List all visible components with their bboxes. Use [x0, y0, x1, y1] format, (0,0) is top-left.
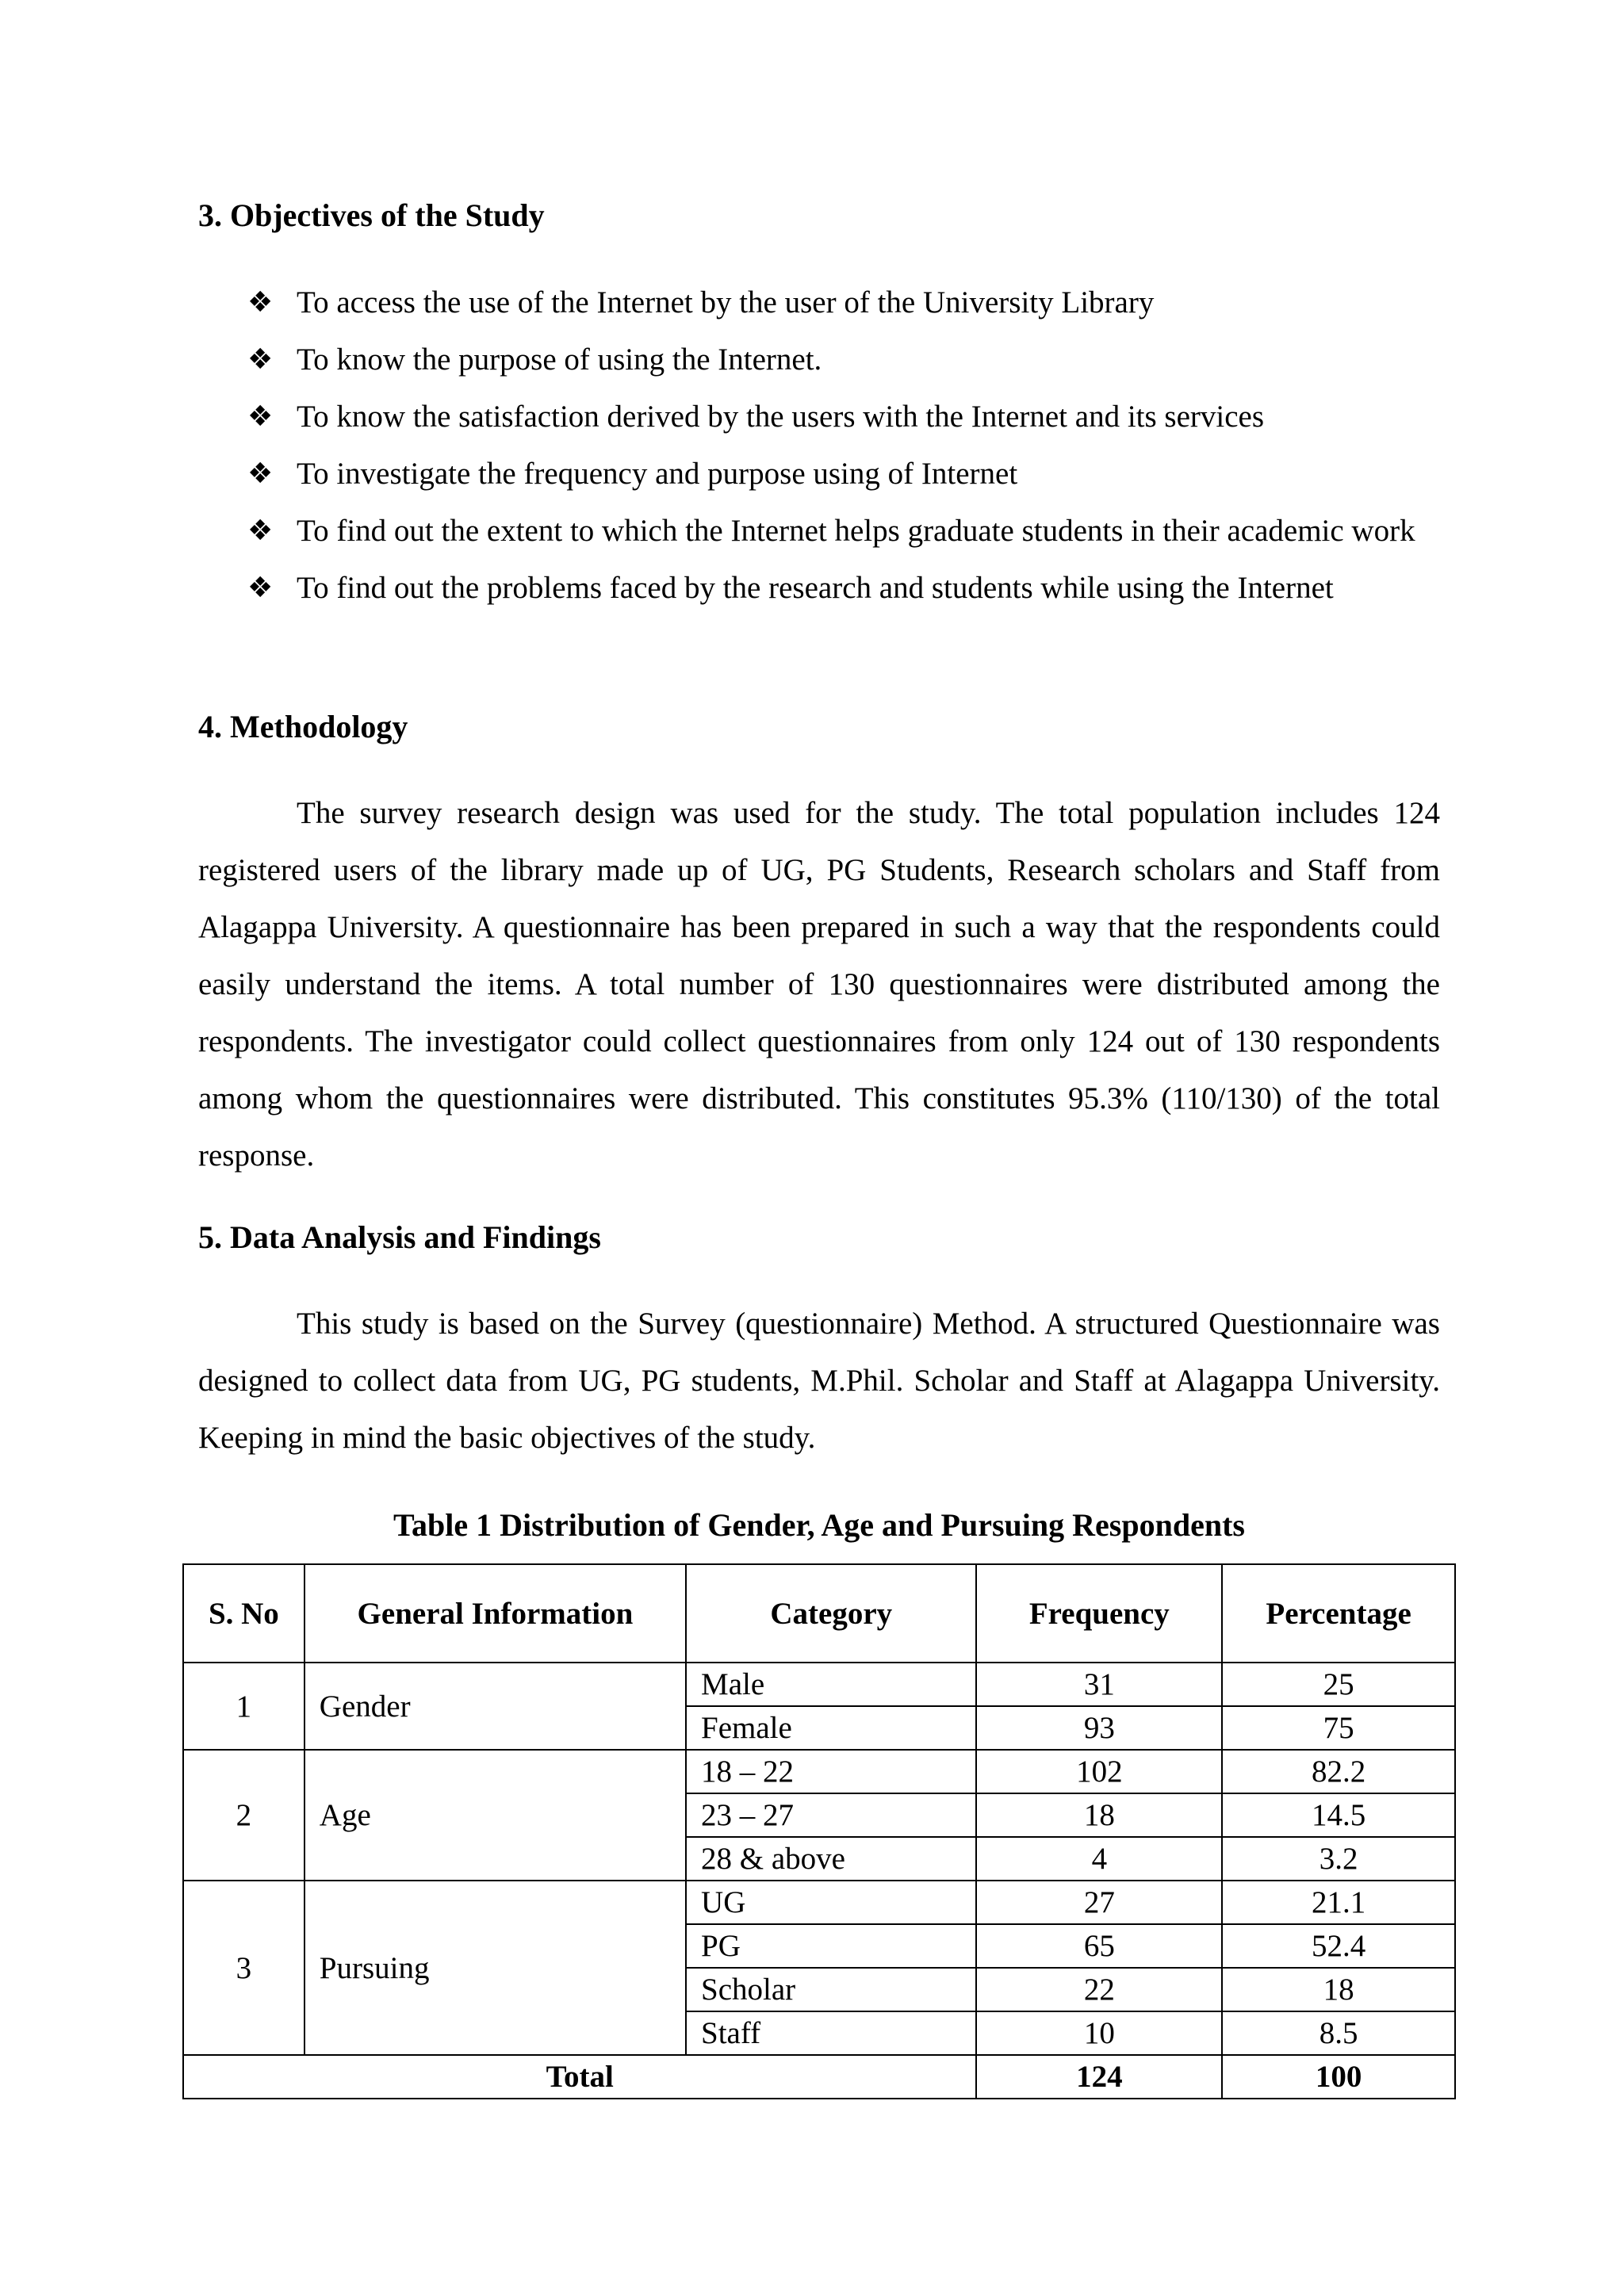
sno-cell: 2	[183, 1750, 304, 1881]
four-diamond-bullet-icon: ❖	[247, 572, 274, 604]
frequency-cell: 4	[976, 1837, 1222, 1881]
category-cell: Female	[686, 1706, 976, 1750]
table-caption: Table 1 Distribution of Gender, Age and Pursuing Respondents	[393, 1507, 1245, 1543]
objectives-list-wrap	[198, 274, 1440, 617]
objectives-section	[198, 197, 1440, 235]
category-cell: Scholar	[686, 1968, 976, 2011]
frequency-cell: 10	[976, 2011, 1222, 2055]
category-cell: UG	[686, 1881, 976, 1924]
four-diamond-bullet-icon: ❖	[247, 343, 274, 376]
table-total-row	[183, 2055, 1455, 2099]
table-row	[183, 1881, 1455, 1924]
list-item: ❖ To find out the extent to which the Internet helps graduate students in their academic work	[198, 503, 1440, 560]
category-cell: 18 – 22	[686, 1750, 976, 1793]
frequency-cell: 102	[976, 1750, 1222, 1793]
percentage-cell: 52.4	[1222, 1924, 1455, 1968]
list-item: ❖ To find out the problems faced by the research and students while using the Internet	[198, 560, 1440, 617]
percentage-cell: 3.2	[1222, 1837, 1455, 1881]
frequency-cell: 27	[976, 1881, 1222, 1924]
frequency-cell: 93	[976, 1706, 1222, 1750]
methodology-body	[198, 785, 1440, 1184]
percentage-cell: 21.1	[1222, 1881, 1455, 1924]
table-row	[183, 1663, 1455, 1706]
total-percentage-cell: 100	[1222, 2055, 1455, 2099]
methodology-paragraph: The survey research design was used for the study. The total population includes 124 registered users of the library made up of UG, PG Students, Research scholars and Staff from Alagappa University. A questionnaire has been prepared in such a way that the respondents could easily understand the items. A total number of 130 questionnaires were distributed among the respondents. The investigator could collect questionnaires from only 124 out of 130 respondents among whom the questionnaires were distributed. This constitutes 95.3% (110/130) of the total response.	[198, 796, 1440, 1173]
list-item: ❖ To access the use of the Internet by the user of the University Library	[198, 274, 1440, 331]
percentage-cell: 8.5	[1222, 2011, 1455, 2055]
analysis-body	[198, 1295, 1440, 1467]
four-diamond-bullet-icon: ❖	[247, 457, 274, 490]
frequency-cell: 65	[976, 1924, 1222, 1968]
category-cell: Staff	[686, 2011, 976, 2055]
percentage-cell: 14.5	[1222, 1793, 1455, 1837]
frequency-cell: 22	[976, 1968, 1222, 2011]
methodology-section	[198, 708, 1440, 746]
header-sno: S. No	[183, 1564, 304, 1663]
analysis-paragraph: This study is based on the Survey (questionnaire) Method. A structured Questionnaire was designed to collect data from UG, PG students, M.Phil. Scholar and Staff at Alagappa University. Keeping in mind the basic objectives of the study.	[198, 1307, 1440, 1455]
sno-cell: 1	[183, 1663, 304, 1750]
table-header-row	[183, 1564, 1455, 1663]
analysis-section	[198, 1219, 1440, 1257]
header-category: Category	[686, 1564, 976, 1663]
header-percentage: Percentage	[1222, 1564, 1455, 1663]
percentage-cell: 18	[1222, 1968, 1455, 2011]
info-cell: Pursuing	[304, 1881, 686, 2055]
four-diamond-bullet-icon: ❖	[247, 515, 274, 547]
objectives-heading: 3. Objectives of the Study	[198, 197, 545, 233]
analysis-heading: 5. Data Analysis and Findings	[198, 1219, 601, 1255]
total-frequency-cell: 124	[976, 2055, 1222, 2099]
category-cell: 23 – 27	[686, 1793, 976, 1837]
percentage-cell: 82.2	[1222, 1750, 1455, 1793]
sno-cell: 3	[183, 1881, 304, 2055]
percentage-cell: 75	[1222, 1706, 1455, 1750]
table-row	[183, 1750, 1455, 1793]
category-cell: 28 & above	[686, 1837, 976, 1881]
info-cell: Age	[304, 1750, 686, 1881]
category-cell: Male	[686, 1663, 976, 1706]
category-cell: PG	[686, 1924, 976, 1968]
header-general-information: General Information	[304, 1564, 686, 1663]
list-item: ❖ To know the purpose of using the Internet.	[198, 331, 1440, 388]
header-frequency: Frequency	[976, 1564, 1222, 1663]
four-diamond-bullet-icon: ❖	[247, 286, 274, 319]
frequency-cell: 18	[976, 1793, 1222, 1837]
list-item: ❖ To investigate the frequency and purpose using of Internet	[198, 446, 1440, 503]
total-label-cell: Total	[183, 2055, 976, 2099]
distribution-table	[182, 1563, 1456, 2099]
objectives-list	[198, 274, 1440, 617]
percentage-cell: 25	[1222, 1663, 1455, 1706]
list-item: ❖ To know the satisfaction derived by the users with the Internet and its services	[198, 388, 1440, 446]
frequency-cell: 31	[976, 1663, 1222, 1706]
methodology-heading: 4. Methodology	[198, 709, 408, 744]
info-cell: Gender	[304, 1663, 686, 1750]
four-diamond-bullet-icon: ❖	[247, 400, 274, 433]
